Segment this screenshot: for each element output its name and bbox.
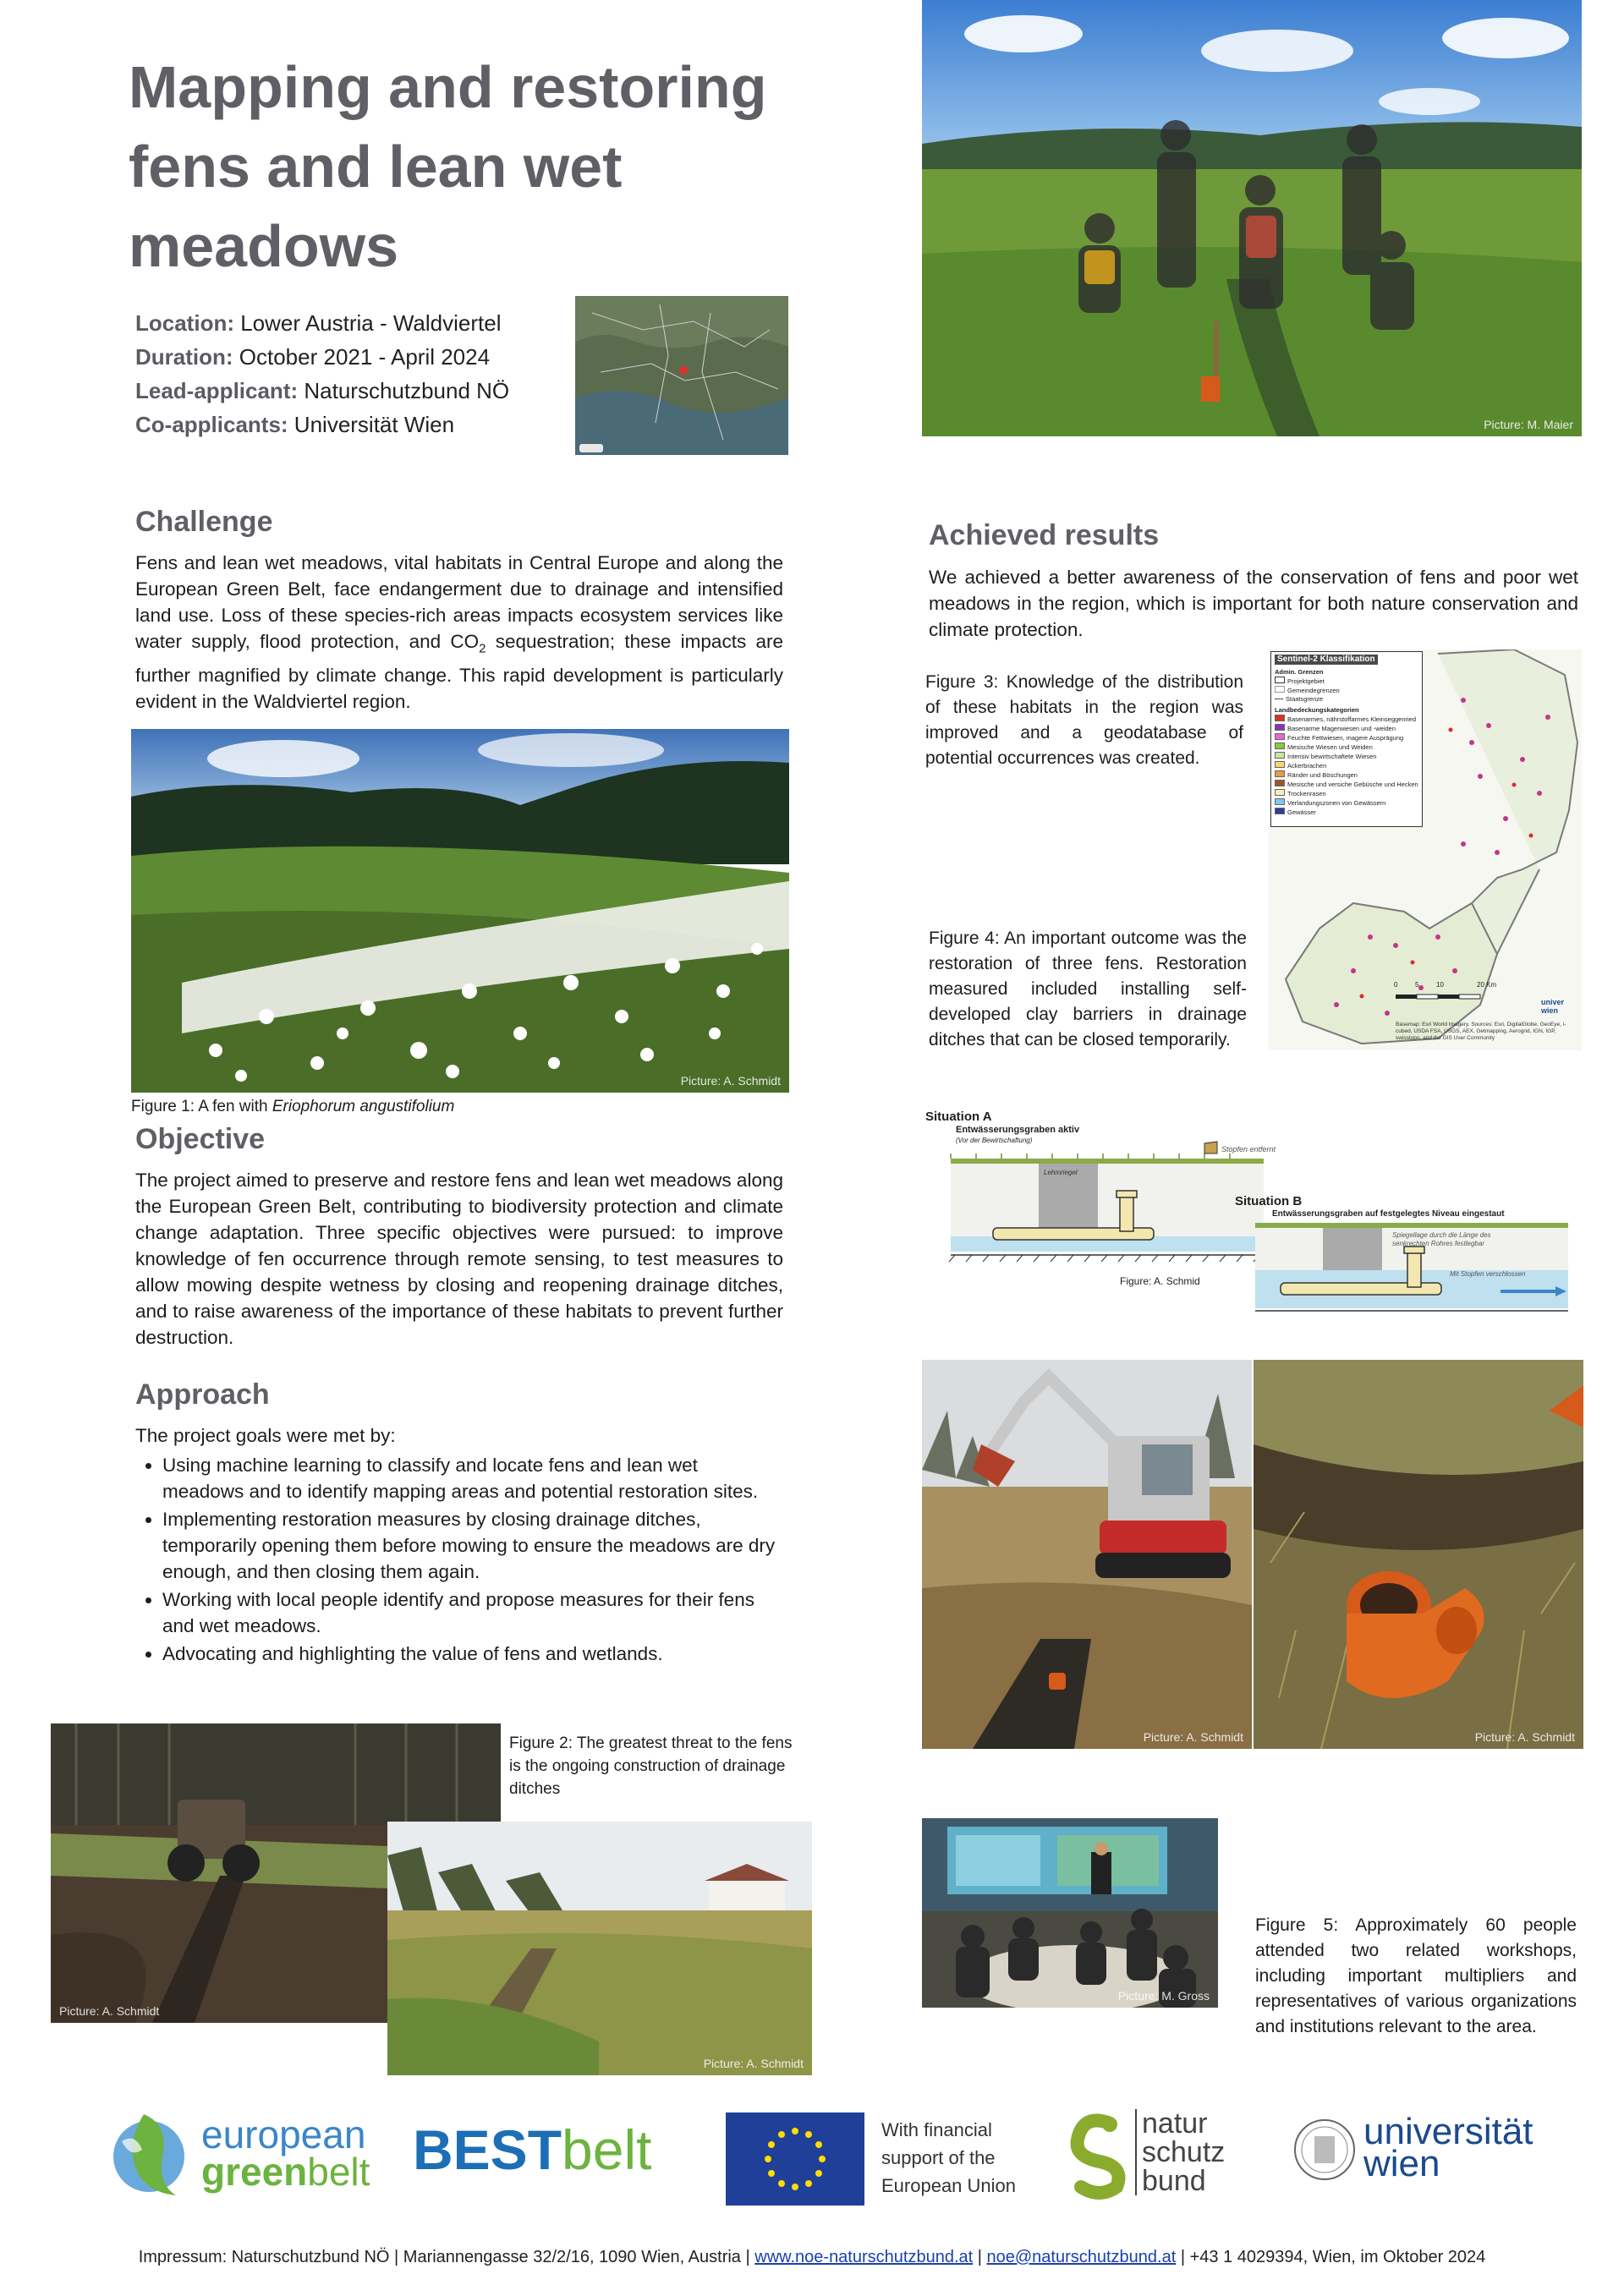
legend-admin-item: Gemeindegrenzen (1275, 686, 1418, 695)
project-meta (135, 306, 509, 441)
approach-item: • Implementing restoration measures by closing drainage ditches, temporarily opening them before mowing to ensure the meadows are dry enough, and then closing them again. (162, 1506, 783, 1585)
situation-b-sub: Entwässerungsgraben auf festgelegtes Niveau eingestaut (1272, 1209, 1505, 1219)
logo-bestbelt: BESTbelt (413, 2118, 652, 2181)
map-title: Sentinel-2 Klassifikation (1275, 655, 1378, 665)
legend-swatch (1275, 770, 1285, 777)
situation-a-sub2: (Vor der Bewirtschaftung) (956, 1137, 1033, 1144)
meta-location: Location: Lower Austria - Waldviertel (135, 310, 502, 336)
page-title: Mapping and restoring fens and lean wet meadows (129, 54, 767, 279)
nsb-line1: natur (1142, 2107, 1208, 2140)
legend-class-item: Mesische und versiche Gebüsche und Hecken (1275, 780, 1418, 789)
objective-heading: Objective (135, 1123, 266, 1155)
legend-class-item: Verlandungszonen von Gewässern (1275, 798, 1418, 808)
excavator-credit: Picture: A. Schmidt (1143, 1730, 1243, 1744)
meta-lead-applicant: Lead-applicant: Naturschutzbund NÖ (135, 378, 510, 403)
egb-line2: greenbelt (201, 2150, 370, 2194)
logo-eu-flag (726, 2112, 864, 2206)
figure1-credit: Picture: A. Schmidt (680, 1074, 781, 1088)
footer-email-link[interactable]: noe@naturschutzbund.at (986, 2248, 1177, 2266)
map-uni-logo: univer wien (1541, 998, 1565, 1015)
logo-european-green-belt (110, 2107, 372, 2199)
legend-swatch (1275, 808, 1285, 814)
legend-class-item: Trockenrasen (1275, 789, 1418, 798)
legend-swatch (1275, 761, 1285, 768)
legend-swatch (1275, 715, 1285, 721)
situation-a-sub: Entwässerungsgraben aktiv (956, 1125, 1080, 1135)
legend-swatch (1275, 733, 1285, 740)
meta-duration: Duration: October 2021 - April 2024 (135, 344, 491, 370)
figure4-caption: Figure 4: An important outcome was the restoration of three fens. Restoration measured included installing self-developed clay barriers in drainage ditches that can be closed temporarily. (929, 929, 1247, 1049)
legend-class-item: Ränder und Böschungen (1275, 770, 1418, 780)
nsb-line3: bund (1142, 2165, 1206, 2197)
legend-class-item: Ackerbrachen (1275, 761, 1418, 770)
uni-line2: wien (1363, 2143, 1440, 2184)
uni-line1: universität (1363, 2111, 1533, 2152)
approach-heading: Approach (135, 1378, 270, 1411)
figure2-caption: Figure 2: The greatest threat to the fens is the ongoing construction of drainage ditches (509, 1734, 793, 1798)
logo-universitaet-wien (1292, 2112, 1538, 2197)
nsb-line2: schutz (1142, 2136, 1226, 2168)
figure2-credit-left: Picture: A. Schmidt (59, 2004, 160, 2018)
approach-intro: The project goals were met by: (135, 1425, 396, 1446)
figure1-caption: Figure 1: A fen with Eriophorum angustifolium (131, 1098, 455, 1115)
location-map (575, 296, 788, 455)
legend-swatch (1275, 789, 1285, 796)
stopfen-label: Stopfen entfernt (1221, 1145, 1276, 1153)
pipe-photo (1254, 1360, 1583, 1749)
spiegel-label: Spiegellage durch die Länge des senkrechten Rohres festlegbar (1392, 1231, 1491, 1247)
legend-swatch (1275, 798, 1285, 805)
legend-swatch (1275, 752, 1285, 759)
legend-class-item: Basenarme Magerwiesen und -weiden (1275, 724, 1418, 733)
lehm-label: Lehmriegel (1044, 1169, 1078, 1176)
objective-text: The project aimed to preserve and restore fens and lean wet meadows along the European Green Belt, contributing to biodiversity protection and climate change adaptation. Three specific objectives were pursued: to improve knowledge of fen occurrence through remote sensing, to test measures to allow mowing despite wetness by closing and reopening drainage ditches, and to raise awareness of the importance of these habitats to prevent further destruction. (135, 1170, 783, 1348)
diagram-credit: Figure: A. Schmid (1120, 1275, 1200, 1287)
footer-website-link[interactable]: www.noe-naturschutzbund.at (754, 2248, 974, 2266)
legend-class-item: Intensiv bewirtschaftete Wiesen (1275, 752, 1418, 761)
legend-class-item: Basenarmes, nährstoffarmes Kleinseggenried (1275, 715, 1418, 724)
challenge-heading: Challenge (135, 506, 273, 538)
map-source: Basemap: Esri World Imagery. Sources: Esri, DigitalGlobe, GeoEye, i-cubed, USDA FSA, USGS, AEX, Getmapping, Aerogrid, IGN, IGP, swisstopo, and the GIS User Community (1396, 1022, 1566, 1041)
team-photo-credit: Picture: M. Maier (1484, 418, 1573, 431)
situation-b-label: Situation B (1235, 1194, 1303, 1208)
map-legend (1270, 651, 1423, 827)
approach-item: • Advocating and highlighting the value of fens and wetlands. (162, 1641, 783, 1667)
legend-swatch (1275, 780, 1285, 786)
footer-impressum: Impressum: Naturschutzbund NÖ | Mariannengasse 32/2/16, 1090 Wien, Austria | www.noe-naturschutzbund.at | noe@naturschutzbund.at | +43 1 4029394, Wien, im Oktober 2024 (138, 2248, 1486, 2266)
results-heading: Achieved results (929, 519, 1160, 551)
figure2-photo-ditch (387, 1822, 812, 2075)
results-text: We achieved a better awareness of the conservation of fens and poor wet meadows in the region, which is important for both nature conservation and climate protection. (929, 567, 1578, 640)
pipe-credit: Picture: A. Schmidt (1474, 1730, 1575, 1744)
logo-naturschutzbund (1066, 2106, 1235, 2200)
approach-item: • Working with local people identify and propose measures for their fens and wet meadows. (162, 1586, 783, 1639)
approach-item: • Using machine learning to classify and locate fens and lean wet meadows and to identify mapping areas and potential restoration sites. (162, 1452, 783, 1504)
meta-co-applicants: Co-applicants: Universität Wien (135, 412, 455, 437)
stopfen-b-label: Mit Stopfen verschlossen (1450, 1270, 1526, 1278)
legend-class-item: Gewässer (1275, 808, 1418, 817)
legend-classes (1275, 715, 1418, 817)
legend-admin-item: Staatsgrenze (1275, 695, 1418, 704)
legend-class-item: Feuchte Fettwiesen, magere Ausprägung (1275, 733, 1418, 743)
legend-swatch (1275, 724, 1285, 731)
approach-list (135, 1422, 783, 1669)
legend-swatch (1275, 743, 1285, 749)
legend-classes-heading: Landbedeckungskategorien (1275, 706, 1359, 714)
challenge-text: Fens and lean wet meadows, vital habitats in Central Europe and along the European Green Belt, face endangerment due to drainage and intensified land use. Loss of these species-rich areas impacts ecosystem services like water supply, flood protection, and $CO_2$ sequestration; these impacts are further magnified by climate change. This rapid development is particularly evident in the Waldviertel region. (135, 552, 783, 712)
sentinel-map: Sentinel-2 Klassifikation Admin. Grenzen Projektgebiet Gemeindegrenzen Staatsgrenze Landbedeckungskategorien Basenarmes, nährstoffarmes Kleinseggenried Basenarme Magerwiesen und -weiden Feuchte Fettwiesen, magere Ausprägung Mesische Wiesen und Weiden Intensiv bewirtschaftete Wiesen Ackerbrachen Ränder und Böschungen Mesische und versiche Gebüsche und Hecken Trockenrasen Verlandungszonen von Gewässern Gewässer 0 5 10 20 Km univer wien Basemap: Esri World Imagery. Sources: Esri, DigitalGlobe, GeoEye, i-cubed, USDA FSA, USGS, AEX, Getmapping, Aerogrid, IGN, IGP, swisstopo, and the GIS User Community (1269, 649, 1582, 1050)
legend-admin-item: Projektgebiet (1275, 677, 1418, 686)
workshop-photo (922, 1818, 1218, 2008)
legend-admin-heading: Admin. Grenzen (1275, 668, 1324, 676)
figure3-caption: Figure 3: Knowledge of the distribution of these habitats in the region was improved and a geodatabase of potential occurrences was created. (925, 672, 1243, 768)
excavator-photo (922, 1360, 1252, 1749)
figure5-caption: Figure 5: Approximately 60 people attended two related workshops, including important multipliers and representatives of various organizations and institutions relevant to the area. (1255, 1915, 1577, 2036)
figure1-photo (131, 729, 789, 1093)
figure2-credit-right: Picture: A. Schmidt (703, 2057, 804, 2070)
egb-line1: european (201, 2112, 366, 2156)
eu-support-text: With financial support of the European Union (881, 2119, 1017, 2196)
situation-a-label: Situation A (925, 1110, 992, 1124)
workshop-credit: Picture: M. Gross (1117, 1989, 1210, 2003)
ditch-diagram (925, 1110, 1585, 1333)
team-photo (922, 0, 1582, 436)
legend-class-item: Mesische Wiesen und Weiden (1275, 743, 1418, 752)
